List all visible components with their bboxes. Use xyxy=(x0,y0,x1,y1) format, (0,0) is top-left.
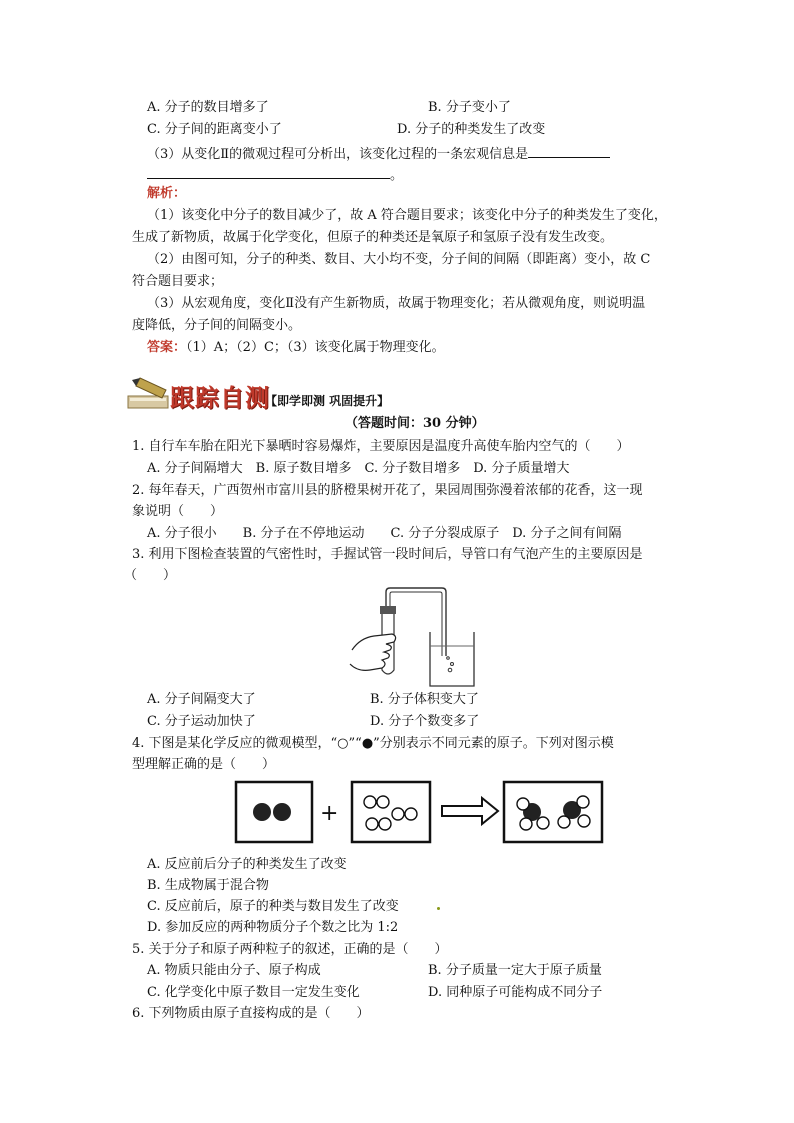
black-atom xyxy=(273,803,291,821)
hand xyxy=(350,634,396,670)
analysis-1-line-1: （1）该变化中分子的数目减少了，故 A 符合题目要求；该变化中分子的种类发生了变化， xyxy=(147,208,667,223)
question-5-option-b: B. 分子质量一定大于原子质量 xyxy=(428,963,602,978)
black-atom xyxy=(253,803,271,821)
bubble xyxy=(451,663,454,666)
question-4-option-c: C. 反应前后，原子的种类与数目发生了改变 xyxy=(147,899,399,914)
white-atom xyxy=(517,798,529,810)
white-atom xyxy=(364,796,376,808)
question-5: 5. 关于分子和原子两种粒子的叙述，正确的是（ ） xyxy=(132,942,448,957)
white-atom xyxy=(578,815,590,827)
analysis-2-line-2: 符合题目要求； xyxy=(132,274,224,289)
analysis-2-line-1: （2）由图可知，分子的种类、数目、大小均不变，分子间的间隔（即距离）变小，故 C xyxy=(147,252,651,267)
question-4-option-b: B. 生成物属于混合物 xyxy=(147,878,269,893)
question-2-line-2: 象说明（ ） xyxy=(132,504,224,519)
reaction-arrow xyxy=(442,798,498,824)
question-5-option-d: D. 同种原子可能构成不同分子 xyxy=(428,985,603,1000)
reaction-model-figure xyxy=(232,774,610,848)
question-5-option-c: C. 化学变化中原子数目一定发生变化 xyxy=(147,985,360,1000)
question-3-line-1: 3. 利用下图检查装置的气密性时，手握试管一段时间后，导管口有气泡产生的主要原因是 xyxy=(132,547,643,562)
analysis-label: 解析： xyxy=(147,186,187,201)
white-atom xyxy=(537,817,549,829)
question-4-option-a: A. 反应前后分子的种类发生了改变 xyxy=(147,857,347,872)
answer-time: （答题时间：30 分钟） xyxy=(345,416,485,431)
answer-blank-line-2: 。 xyxy=(147,164,403,185)
pencil-book-icon xyxy=(126,374,172,414)
question-3-option-a: A. 分子间隔变大了 xyxy=(147,692,256,707)
svg-text:+: + xyxy=(320,801,339,826)
question-5-option-a: A. 物质只能由分子、原子构成 xyxy=(147,963,321,978)
option-b: B. 分子变小了 xyxy=(428,100,511,115)
airtightness-apparatus-figure xyxy=(346,584,486,690)
white-atom xyxy=(379,818,391,830)
white-atom xyxy=(366,818,378,830)
white-atom xyxy=(520,818,532,830)
question-4-line-2: 型理解正确的是（ ） xyxy=(132,757,276,772)
question-2-line-1: 2. 每年春天，广西贺州市富川县的脐橙果树开花了，果园周围弥漫着浓郁的花香，这一现 xyxy=(132,483,643,498)
product-box xyxy=(504,782,602,842)
question-1: 1. 自行车车胎在阳光下暴晒时容易爆炸，主要原因是温度升高使车胎内空气的（ ） xyxy=(132,439,630,454)
white-atom xyxy=(558,816,570,828)
analysis-3-line-1: （3）从宏观角度，变化Ⅱ没有产生新物质，故属于物理变化；若从微观角度，则说明温 xyxy=(147,296,646,311)
answer-line: 答案：（1）A；（2）C；（3）该变化属于物理变化。 xyxy=(147,340,445,355)
section-title: 跟踪自测 xyxy=(170,384,270,412)
analysis-1-line-2: 生成了新物质，故属于化学变化，但原子的种类还是氧原子和氢原子没有发生改变。 xyxy=(132,230,614,245)
bubble xyxy=(447,657,450,660)
question-4-option-d: D. 参加反应的两种物质分子个数之比为 1:2 xyxy=(147,920,399,935)
question-6: 6. 下列物质由原子直接构成的是（ ） xyxy=(132,1006,370,1021)
bubble xyxy=(448,668,452,672)
question-3-line-2: （ ） xyxy=(124,568,177,583)
stopper xyxy=(380,606,396,614)
beaker xyxy=(430,632,474,686)
section-subtitle: 【即学即测 巩固提升】 xyxy=(265,394,390,408)
mark-dot xyxy=(437,907,440,910)
reactant-box-2 xyxy=(352,782,430,842)
question-3-option-b: B. 分子体积变大了 xyxy=(370,692,479,707)
question-3-option-d: D. 分子个数变多了 xyxy=(370,714,480,729)
option-a: A. 分子的数目增多了 xyxy=(147,100,269,115)
answer-blank xyxy=(147,164,390,179)
question-3-text: （3）从变化Ⅱ的微观过程可分析出，该变化过程的一条宏观信息是 xyxy=(147,147,529,162)
question-3-option-c: C. 分子运动加快了 xyxy=(147,714,256,729)
analysis-3-line-2: 度降低，分子间的间隔变小。 xyxy=(132,318,302,333)
option-c: C. 分子间的距离变小了 xyxy=(147,122,282,137)
white-atom xyxy=(392,808,404,820)
question-4-line-1: 4. 下图是某化学反应的微观模型，“○”“●”分别表示不同元素的原子。下列对图示模 xyxy=(132,736,614,751)
answer-blank xyxy=(528,143,610,158)
white-atom xyxy=(577,796,589,808)
question-3-prompt xyxy=(147,143,610,164)
white-atom xyxy=(405,808,417,820)
question-2-options: A. 分子很小 B. 分子在不停地运动 C. 分子分裂成原子 D. 分子之间有间隔 xyxy=(147,526,622,541)
question-1-options: A. 分子间隔增大 B. 原子数目增多 C. 分子数目增多 D. 分子质量增大 xyxy=(147,461,570,476)
answer-label: 答案： xyxy=(147,340,187,355)
option-d: D. 分子的种类发生了改变 xyxy=(397,122,546,137)
white-atom xyxy=(377,796,389,808)
